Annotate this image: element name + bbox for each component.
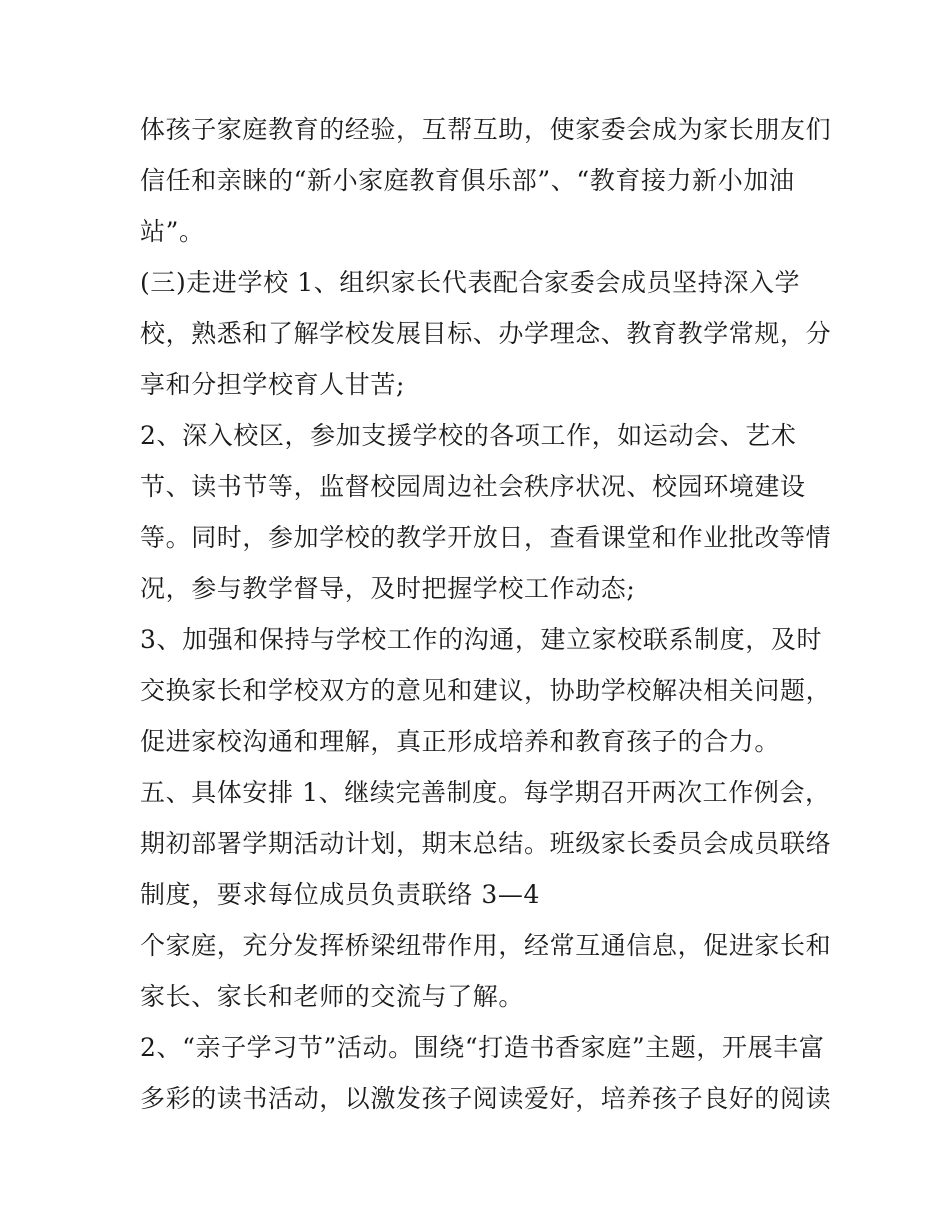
text-line: 体孩子家庭教育的经验，互帮互助，使家委会成为家长朋友们 xyxy=(140,115,832,144)
text-line: 制度，要求每位成员负责联络 3—4 xyxy=(140,880,540,909)
text-line: 五、具体安排 1、继续完善制度。每学期召开两次工作例会， xyxy=(140,778,831,807)
text-line: (三)走进学校 1、组织家长代表配合家委会成员坚持深入学 xyxy=(140,268,801,297)
text-line: 期初部署学期活动计划，期末总结。班级家长委员会成员联络 xyxy=(140,829,832,858)
text-line: 站”。 xyxy=(140,217,205,246)
text-line: 促进家校沟通和理解，真正形成培养和教育孩子的合力。 xyxy=(140,727,781,756)
text-line: 信任和亲睐的“新小家庭教育俱乐部”、“教育接力新小加油 xyxy=(140,166,795,195)
text-line: 等。同时，参加学校的教学开放日，查看课堂和作业批改等情 xyxy=(140,523,832,552)
text-line: 交换家长和学校双方的意见和建议，协助学校解决相关问题， xyxy=(140,676,832,705)
text-line: 况，参与教学督导，及时把握学校工作动态; xyxy=(140,574,636,603)
text-line: 个家庭，充分发挥桥梁纽带作用，经常互通信息，促进家长和 xyxy=(140,931,832,960)
text-line: 2、深入校区，参加支援学校的各项工作，如运动会、艺术 xyxy=(140,421,797,450)
text-line: 3、加强和保持与学校工作的沟通，建立家校联系制度，及时 xyxy=(140,625,823,654)
text-line: 节、读书节等，监督校园周边社会秩序状况、校园环境建设 xyxy=(140,472,806,501)
text-line: 2、“亲子学习节”活动。围绕“打造书香家庭”主题，开展丰富 xyxy=(140,1033,825,1062)
text-line: 多彩的读书活动，以激发孩子阅读爱好，培养孩子良好的阅读 xyxy=(140,1084,832,1113)
text-line: 家长、家长和老师的交流与了解。 xyxy=(140,982,525,1011)
text-line: 校，熟悉和了解学校发展目标、办学理念、教育教学常规，分 xyxy=(140,319,832,348)
text-line: 享和分担学校育人甘苦; xyxy=(140,370,406,399)
